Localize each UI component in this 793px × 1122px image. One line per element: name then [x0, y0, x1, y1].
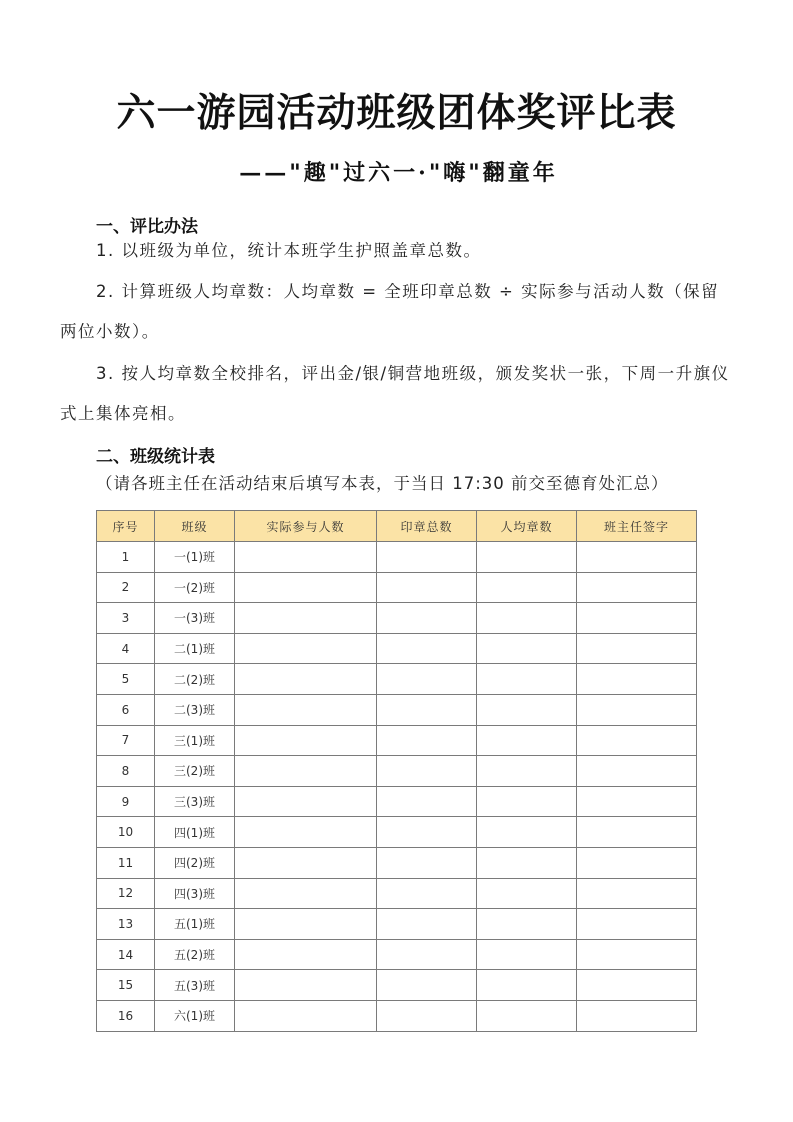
participants-input-cell[interactable]	[235, 664, 377, 695]
row-no-cell: 8	[97, 756, 155, 787]
stamp-average-input-cell[interactable]	[477, 847, 577, 878]
row-class-cell: 二(1)班	[155, 633, 235, 664]
table-row	[97, 756, 697, 787]
signature-input-cell[interactable]	[577, 847, 697, 878]
class-stats-table	[96, 510, 697, 1032]
row-no-cell: 10	[97, 817, 155, 848]
stamp-average-input-cell[interactable]	[477, 756, 577, 787]
header-teacher-signature: 班主任签字	[577, 511, 697, 542]
rule-item-3: 3. 按人均章数全校排名，评出金/银/铜营地班级，颁发奖状一张，下周一升旗仪式上集体亮相。	[60, 364, 730, 423]
row-class-cell: 一(2)班	[155, 572, 235, 603]
stamp-total-input-cell[interactable]	[377, 572, 477, 603]
stamp-total-input-cell[interactable]	[377, 786, 477, 817]
section-heading-table: 二、班级统计表	[96, 447, 215, 467]
signature-input-cell[interactable]	[577, 664, 697, 695]
stamp-total-input-cell[interactable]	[377, 970, 477, 1001]
row-no-cell: 7	[97, 725, 155, 756]
signature-input-cell[interactable]	[577, 817, 697, 848]
stamp-total-input-cell[interactable]	[377, 939, 477, 970]
table-row	[97, 542, 697, 573]
signature-input-cell[interactable]	[577, 694, 697, 725]
row-class-cell: 五(1)班	[155, 909, 235, 940]
table-note: （请各班主任在活动结束后填写本表，于当日 17:30 前交至德育处汇总）	[96, 474, 669, 493]
participants-input-cell[interactable]	[235, 725, 377, 756]
row-class-cell: 三(1)班	[155, 725, 235, 756]
stamp-average-input-cell[interactable]	[477, 817, 577, 848]
row-class-cell: 二(3)班	[155, 694, 235, 725]
row-class-cell: 三(2)班	[155, 756, 235, 787]
stamp-average-input-cell[interactable]	[477, 939, 577, 970]
signature-input-cell[interactable]	[577, 1000, 697, 1031]
header-stamp-average: 人均章数	[477, 511, 577, 542]
row-no-cell: 3	[97, 603, 155, 634]
participants-input-cell[interactable]	[235, 909, 377, 940]
row-no-cell: 6	[97, 694, 155, 725]
stamp-average-input-cell[interactable]	[477, 878, 577, 909]
stamp-average-input-cell[interactable]	[477, 664, 577, 695]
row-no-cell: 2	[97, 572, 155, 603]
table-row	[97, 603, 697, 634]
row-no-cell: 4	[97, 633, 155, 664]
stamp-total-input-cell[interactable]	[377, 603, 477, 634]
signature-input-cell[interactable]	[577, 725, 697, 756]
participants-input-cell[interactable]	[235, 847, 377, 878]
table-row	[97, 633, 697, 664]
table-row	[97, 909, 697, 940]
stamp-average-input-cell[interactable]	[477, 542, 577, 573]
participants-input-cell[interactable]	[235, 542, 377, 573]
stamp-total-input-cell[interactable]	[377, 909, 477, 940]
row-class-cell: 三(3)班	[155, 786, 235, 817]
stamp-total-input-cell[interactable]	[377, 817, 477, 848]
participants-input-cell[interactable]	[235, 603, 377, 634]
row-class-cell: 五(3)班	[155, 970, 235, 1001]
row-class-cell: 四(2)班	[155, 847, 235, 878]
signature-input-cell[interactable]	[577, 572, 697, 603]
participants-input-cell[interactable]	[235, 817, 377, 848]
header-stamp-total: 印章总数	[377, 511, 477, 542]
table-row	[97, 664, 697, 695]
stamp-average-input-cell[interactable]	[477, 694, 577, 725]
participants-input-cell[interactable]	[235, 633, 377, 664]
table-header-row	[97, 511, 697, 542]
stamp-average-input-cell[interactable]	[477, 970, 577, 1001]
stamp-average-input-cell[interactable]	[477, 572, 577, 603]
table-row	[97, 572, 697, 603]
row-no-cell: 11	[97, 847, 155, 878]
stamp-total-input-cell[interactable]	[377, 878, 477, 909]
stamp-total-input-cell[interactable]	[377, 756, 477, 787]
table-row	[97, 817, 697, 848]
signature-input-cell[interactable]	[577, 878, 697, 909]
stamp-average-input-cell[interactable]	[477, 725, 577, 756]
participants-input-cell[interactable]	[235, 878, 377, 909]
stamp-total-input-cell[interactable]	[377, 1000, 477, 1031]
table-row	[97, 878, 697, 909]
page-title: 六一游园活动班级团体奖评比表	[116, 90, 677, 136]
rule-item-2: 2. 计算班级人均章数：人均章数 = 全班印章总数 ÷ 实际参与活动人数（保留两位小数）。	[60, 282, 720, 341]
header-participants: 实际参与人数	[235, 511, 377, 542]
table-row	[97, 847, 697, 878]
table-row	[97, 1000, 697, 1031]
stamp-total-input-cell[interactable]	[377, 847, 477, 878]
row-class-cell: 一(3)班	[155, 603, 235, 634]
page-subtitle: ——"趣"过六一·"嗨"翻童年	[239, 160, 558, 186]
row-class-cell: 四(3)班	[155, 878, 235, 909]
row-class-cell: 二(2)班	[155, 664, 235, 695]
table-row	[97, 694, 697, 725]
table-row	[97, 970, 697, 1001]
signature-input-cell[interactable]	[577, 939, 697, 970]
header-no: 序号	[97, 511, 155, 542]
signature-input-cell[interactable]	[577, 756, 697, 787]
section-heading-rules: 一、评比办法	[96, 217, 198, 237]
row-class-cell: 四(1)班	[155, 817, 235, 848]
stamp-total-input-cell[interactable]	[377, 542, 477, 573]
row-no-cell: 1	[97, 542, 155, 573]
stamp-average-input-cell[interactable]	[477, 633, 577, 664]
header-class: 班级	[155, 511, 235, 542]
stamp-average-input-cell[interactable]	[477, 786, 577, 817]
stamp-total-input-cell[interactable]	[377, 725, 477, 756]
rule-item-1: 1. 以班级为单位，统计本班学生护照盖章总数。	[96, 241, 482, 260]
signature-input-cell[interactable]	[577, 633, 697, 664]
row-no-cell: 5	[97, 664, 155, 695]
signature-input-cell[interactable]	[577, 603, 697, 634]
stamp-average-input-cell[interactable]	[477, 909, 577, 940]
participants-input-cell[interactable]	[235, 786, 377, 817]
signature-input-cell[interactable]	[577, 909, 697, 940]
stamp-total-input-cell[interactable]	[377, 664, 477, 695]
participants-input-cell[interactable]	[235, 756, 377, 787]
signature-input-cell[interactable]	[577, 542, 697, 573]
stamp-average-input-cell[interactable]	[477, 1000, 577, 1031]
stamp-total-input-cell[interactable]	[377, 633, 477, 664]
row-no-cell: 15	[97, 970, 155, 1001]
table-row	[97, 725, 697, 756]
participants-input-cell[interactable]	[235, 1000, 377, 1031]
row-class-cell: 六(1)班	[155, 1000, 235, 1031]
table-row	[97, 786, 697, 817]
table-body	[97, 542, 697, 1032]
participants-input-cell[interactable]	[235, 970, 377, 1001]
row-no-cell: 12	[97, 878, 155, 909]
table-row	[97, 939, 697, 970]
signature-input-cell[interactable]	[577, 970, 697, 1001]
participants-input-cell[interactable]	[235, 694, 377, 725]
stamp-total-input-cell[interactable]	[377, 694, 477, 725]
row-no-cell: 9	[97, 786, 155, 817]
signature-input-cell[interactable]	[577, 786, 697, 817]
row-no-cell: 16	[97, 1000, 155, 1031]
row-class-cell: 一(1)班	[155, 542, 235, 573]
participants-input-cell[interactable]	[235, 939, 377, 970]
participants-input-cell[interactable]	[235, 572, 377, 603]
row-no-cell: 14	[97, 939, 155, 970]
row-class-cell: 五(2)班	[155, 939, 235, 970]
row-no-cell: 13	[97, 909, 155, 940]
stamp-average-input-cell[interactable]	[477, 603, 577, 634]
